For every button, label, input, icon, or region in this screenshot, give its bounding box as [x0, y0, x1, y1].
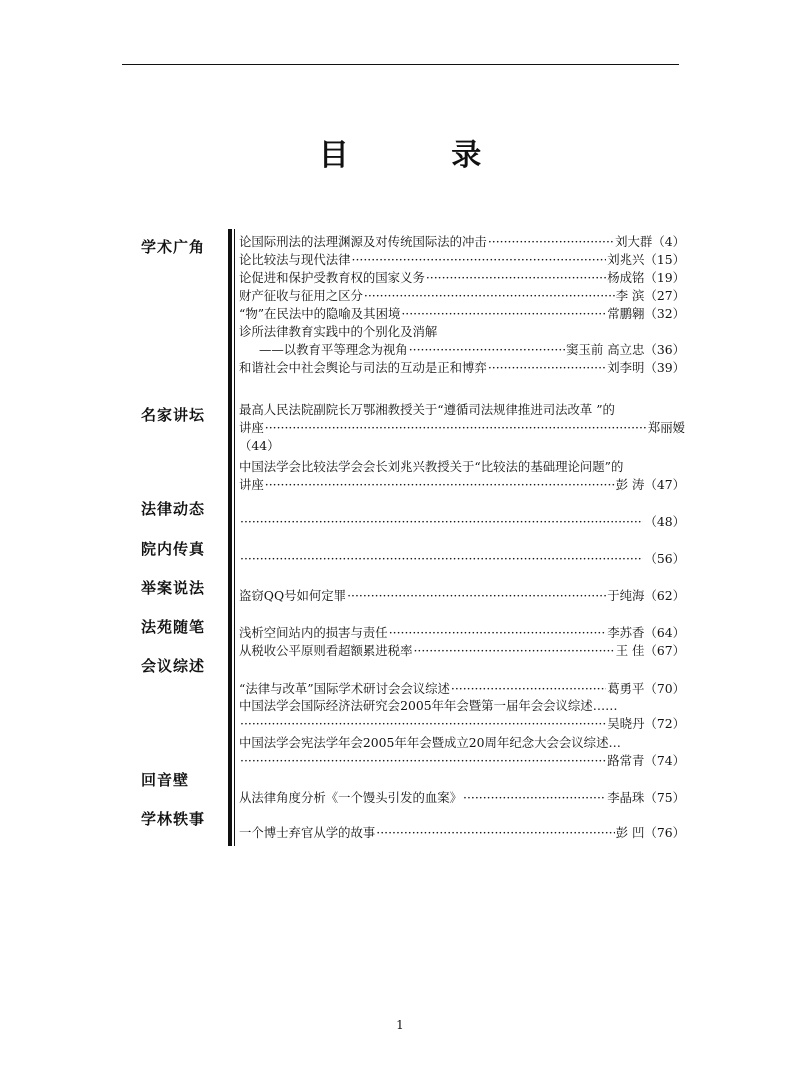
- toc-entry[interactable]: 论国际刑法的法理渊源及对传统国际法的冲击 ····· 刘大群 （4）: [239, 233, 685, 251]
- vertical-rule: [228, 229, 232, 846]
- top-rule: [122, 64, 679, 65]
- section-label-juan: 举案说法: [141, 579, 206, 597]
- toc-entry[interactable]: 诊所法律教育实践中的个别化及消解 ——以教育平等理念为视角 ····· 窦玉前 高立忠 （36）: [239, 323, 685, 359]
- section-label-xueshu: 学术广角: [141, 238, 206, 256]
- section-label-huiyinbi: 回音壁: [141, 771, 190, 789]
- page-title: 目 录: [318, 138, 528, 173]
- toc-entry[interactable]: “法律与改革”国际学术研讨会会议综述 ····· 葛勇平 （70）: [239, 680, 685, 698]
- toc-entry[interactable]: 中国法学会宪法学年会2005年年会暨成立20周年纪念大会会议综述… ····· 路常青 （74）: [239, 734, 685, 770]
- section-label-huiyi: 会议综述: [141, 657, 206, 675]
- toc-entry[interactable]: 中国法学会国际经济法研究会2005年年会暨第一届年会会议综述…… ····· 吴晓丹 （72）: [239, 697, 685, 733]
- toc-entry[interactable]: 和谐社会中社会舆论与司法的互动是正和博弈 ····· 刘李明 （39）: [239, 359, 685, 377]
- toc-entry[interactable]: 浅析空间站内的损害与责任 ····· 李苏香 （64）: [239, 624, 685, 642]
- toc-entry[interactable]: 盗窃QQ号如何定罪 ····· 于纯海 （62）: [239, 587, 685, 605]
- toc-entry[interactable]: ····· （56）: [239, 550, 685, 568]
- section-label-xuelin: 学林轶事: [141, 810, 206, 828]
- toc-entry[interactable]: 从法律角度分析《一个馒头引发的血案》 ····· 李晶珠 （75）: [239, 789, 685, 807]
- section-label-yuannei: 院内传真: [141, 540, 206, 558]
- toc-entry[interactable]: “物”在民法中的隐喻及其困境 ····· 常鹏翱 （32）: [239, 305, 685, 323]
- section-label-falv-dongtai: 法律动态: [141, 500, 206, 518]
- toc-entry[interactable]: 论比较法与现代法律 ····· 刘兆兴 （15）: [239, 251, 685, 269]
- toc-entry[interactable]: ····· （48）: [239, 513, 685, 531]
- toc-entry[interactable]: 最高人民法院副院长万鄂湘教授关于“遵循司法规律推进司法改革 ”的 讲座 ····· 郑丽嫒 （44）: [239, 401, 685, 455]
- toc-entry[interactable]: 一个博士弃官从学的故事 ····· 彭 凹 （76）: [239, 824, 685, 842]
- page-number: 1: [396, 1018, 404, 1032]
- vertical-rule-thin: [234, 229, 235, 846]
- toc-entry[interactable]: 从税收公平原则看超额累进税率 ····· 王 佳 （67）: [239, 642, 685, 660]
- toc-entry[interactable]: 财产征收与征用之区分 ····· 李 滨 （27）: [239, 287, 685, 305]
- section-label-fayuan: 法苑随笔: [141, 618, 206, 636]
- toc-entry[interactable]: 中国法学会比较法学会会长刘兆兴教授关于“比较法的基础理论问题”的 讲座 ····· 彭 涛 （47）: [239, 458, 685, 494]
- toc-entry[interactable]: 论促进和保护受教育权的国家义务 ····· 杨成铭 （19）: [239, 269, 685, 287]
- section-label-mingjia: 名家讲坛: [141, 406, 206, 424]
